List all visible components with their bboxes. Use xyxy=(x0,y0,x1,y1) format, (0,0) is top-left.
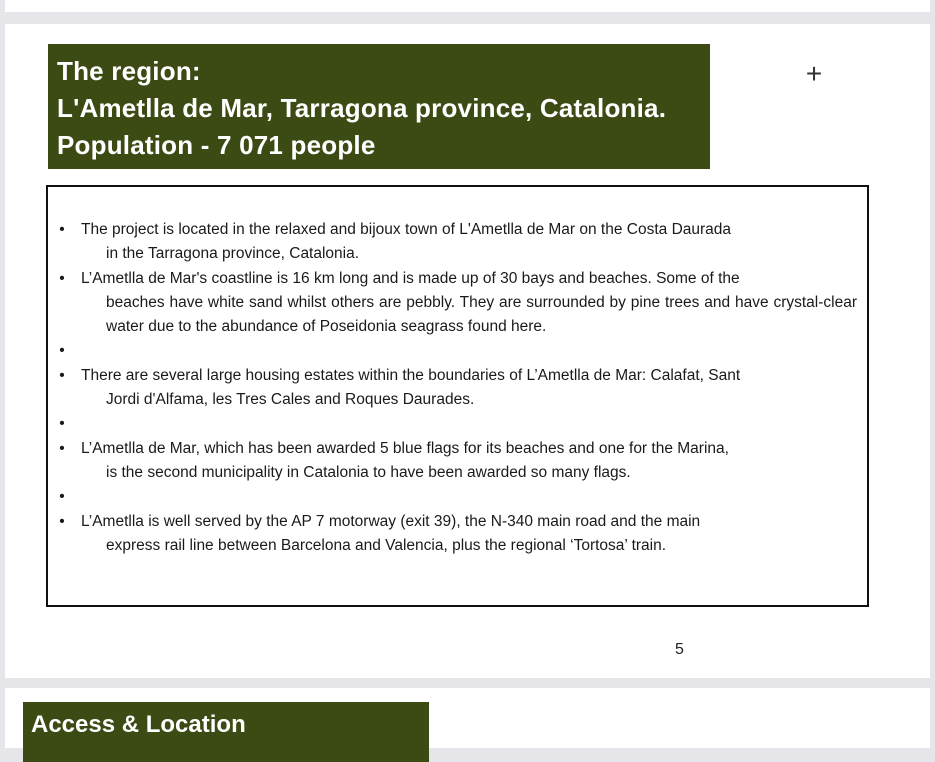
bullet-first-line: L’Ametlla de Mar, which has been awarded 5 blue flags for its beaches and one for the Marina, xyxy=(81,439,729,457)
bullet-first-line: The project is located in the relaxed and bijoux town of L'Ametlla de Mar on the Costa Daurada xyxy=(81,221,732,238)
bullet-icon: • xyxy=(59,342,65,360)
bullet-item-empty xyxy=(56,412,857,436)
region-title-box xyxy=(48,44,710,169)
bullet-icon: • xyxy=(59,439,65,457)
bullet-continuation: in the Tarragona province, Catalonia. xyxy=(106,245,360,263)
next-page-title-box xyxy=(23,702,429,762)
previous-page xyxy=(5,0,930,12)
region-title-line-3: Population - 7 071 people xyxy=(57,130,376,160)
page-number: 5 xyxy=(675,641,684,658)
bullet-first-line: There are several large housing estates within the boundaries of L’Ametlla de Mar: Calafat, Sant xyxy=(81,366,741,384)
bullet-first-line: L’Ametlla de Mar's coastline is 16 km long and is made up of 30 bays and beaches. Some of the xyxy=(81,269,740,287)
bullet-icon: • xyxy=(59,512,65,530)
bullet-icon: • xyxy=(59,221,65,238)
bullet-continuation: express rail line between Barcelona and Valencia, plus the regional ‘Tortosa’ train. xyxy=(106,536,667,554)
bullet-item-empty xyxy=(56,485,857,509)
bullet-continuation: Jordi d'Alfama, les Tres Cales and Roques Daurades. xyxy=(106,391,475,409)
bullet-item xyxy=(56,267,857,340)
bullet-item xyxy=(56,437,857,486)
bullet-item xyxy=(56,218,857,267)
region-title-line-2: L'Ametlla de Mar, Tarragona province, Catalonia. xyxy=(57,93,667,123)
bullet-icon: • xyxy=(59,269,65,287)
bullet-item xyxy=(56,364,857,413)
region-page xyxy=(5,24,930,678)
bullet-continuation: beaches have white sand whilst others are pebbly. They are surrounded by pine trees and have crystal-clear water due to the abundance of Poseidonia seagrass found here. xyxy=(106,293,857,336)
region-info-box xyxy=(46,185,869,607)
plus-icon[interactable]: + xyxy=(805,58,823,89)
region-title-line-1: The region: xyxy=(57,56,201,86)
bullet-list xyxy=(56,218,857,558)
bullet-first-line: L’Ametlla is well served by the AP 7 motorway (exit 39), the N-340 main road and the main xyxy=(81,512,701,530)
next-page-title: Access & Location xyxy=(31,711,246,738)
bullet-icon: • xyxy=(59,488,65,506)
next-page xyxy=(5,688,930,748)
bullet-item xyxy=(56,510,857,559)
bullet-item-empty xyxy=(56,339,857,363)
bullet-continuation: is the second municipality in Catalonia to have been awarded so many flags. xyxy=(106,463,631,481)
bullet-icon: • xyxy=(59,415,65,433)
bullet-icon: • xyxy=(59,366,65,384)
